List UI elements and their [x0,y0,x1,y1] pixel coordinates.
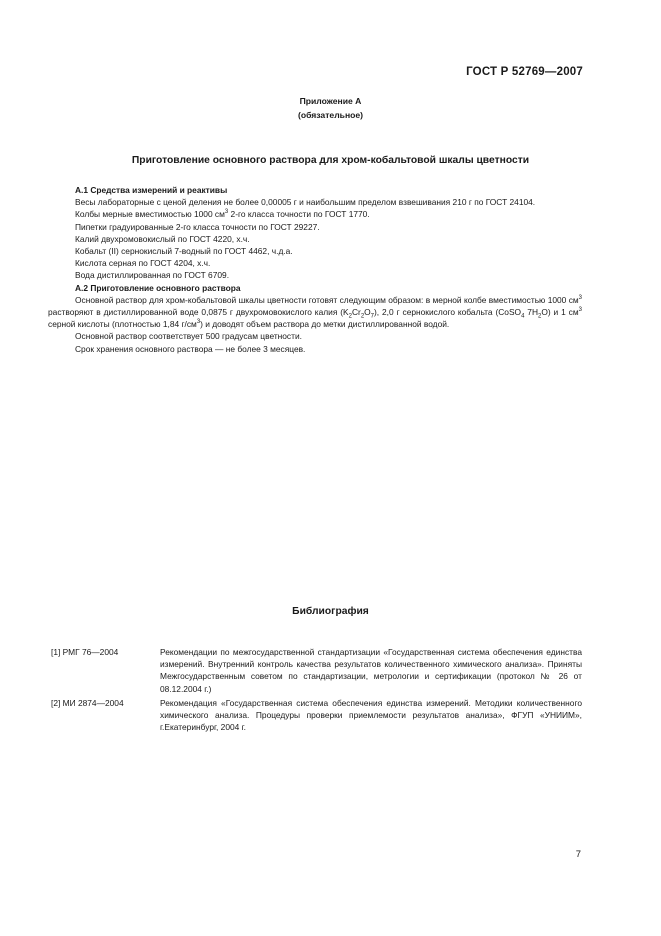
paragraph-pipettes: Пипетки градуированные 2-го класса точности по ГОСТ 29227. [75,221,320,232]
paragraph-equivalence: Основной раствор соответствует 500 градусам цветности. [75,331,302,342]
paragraph-storage: Срок хранения основного раствора — не более 3 месяцев. [75,343,306,354]
paragraph-acid: Кислота серная по ГОСТ 4204, х.ч. [75,258,211,269]
section-title: Приготовление основного раствора для хром-кобальтовой шкалы цветности [131,155,530,166]
bibliography-entry-label: [1] РМГ 76—2004 [51,647,119,657]
bibliography-entry-text: Рекомендации по межгосударственной стандартизации «Государственная система обеспечения единства измерений. Внутренний контроль качества результатов количественного химического анализа». Приняты Межгосударственным советом по стандартизации, метрологии и сертификации (протокол № 26 от 08.12.2004 г.) [160,647,582,694]
paragraph-cobalt: Кобальт (II) сернокислый 7-водный по ГОСТ 4462, ч.д.а. [75,246,293,257]
paragraph-flasks: Колбы мерные вместимостью 1000 $см^3$ 2-го класса точности по ГОСТ 1770. [75,209,370,220]
standard-code: ГОСТ Р 52769—2007 [466,66,583,78]
bibliography-entry-label: [2] МИ 2874—2004 [51,698,124,708]
bibliography-title: Библиография [292,606,369,617]
subsection-heading-a1: А.1 Средства измерений и реактивы [75,185,228,195]
paragraph-potassium: Калий двухромовокислый по ГОСТ 4220, х.ч. [75,233,250,244]
paragraph-scales: Весы лабораторные с ценой деления не более 0,00005 г и наибольшим пределом взвешивания 210 г по ГОСТ 24104. [75,197,536,208]
appendix-label: Приложение А [299,96,362,106]
page-number: 7 [575,849,581,860]
appendix-status: (обязательное) [297,110,364,120]
paragraph-water: Вода дистиллированная по ГОСТ 6709. [75,270,230,281]
appendix-heading [0,94,661,122]
subsection-heading-a2: А.2 Приготовление основного раствора [75,282,241,293]
bibliography-entry [48,646,582,695]
bibliography-entry [48,697,582,734]
appendix-body [48,184,582,355]
paragraph-preparation: Основной раствор для хром-кобальтовой шкалы цветности готовят следующим образом: в мерной колбе вместимостью 1000 $см^3$ растворяют в дистиллированной воде 0,0875 г двухромовокислого калия $(K_2Cr_2O_7)$, 2,0 г сернокислого кобальта (CoSO$_4$ $7H_2O$) и 1 $см^3$ серной кислоты (плотностью 1,84 $г/см^3$) и доводят объем раствора до метки дистиллированной водой. [48,294,582,330]
bibliography-entry-text: Рекомендация «Государственная система обеспечения единства измерений. Методики количественного химического анализа. Процедуры проверки приемлемости результатов анализа», ФГУП «УНИИМ», г.Екатеринбург, 2004 г. [160,698,582,733]
